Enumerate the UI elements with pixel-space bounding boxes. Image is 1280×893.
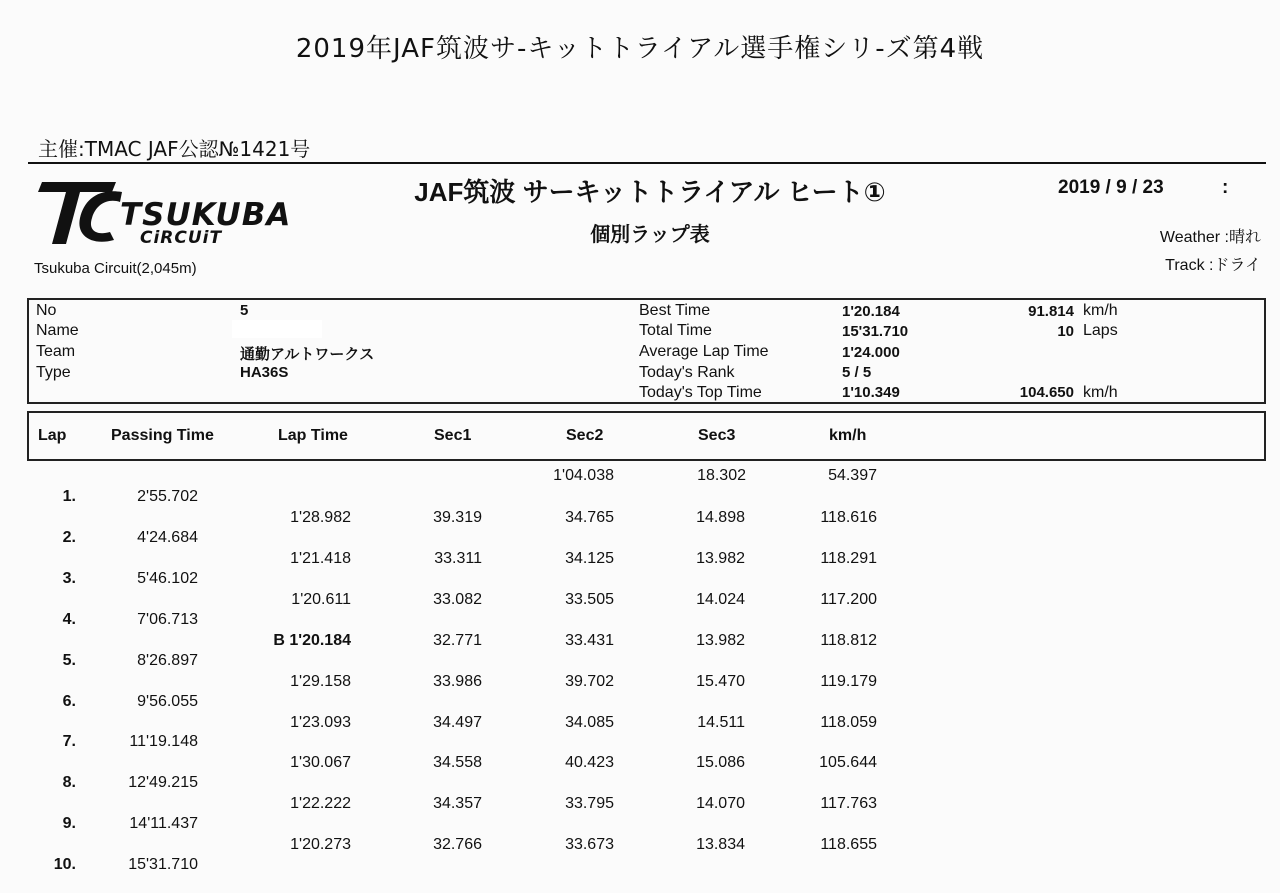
first-kmh: 54.397 — [828, 467, 877, 484]
speed-kmh: 118.655 — [820, 836, 877, 853]
name-label: Name — [36, 322, 79, 339]
top-time-value: 1'10.349 — [842, 384, 900, 401]
sec2-time: 34.765 — [565, 509, 614, 526]
lap-number: 4. — [62, 611, 76, 628]
sec2-time: 34.125 — [565, 550, 614, 567]
sec3-time: 13.982 — [696, 632, 745, 649]
sec3-time: 14.024 — [696, 591, 745, 608]
speed-kmh: 118.059 — [820, 714, 877, 731]
top-time-label: Today's Top Time — [639, 384, 762, 401]
lap-number: 7. — [62, 733, 76, 750]
lap-number: 2. — [62, 529, 76, 546]
lap-number: 9. — [62, 815, 76, 832]
lap-time: 1'23.093 — [290, 714, 351, 731]
sec2-time: 39.702 — [565, 673, 614, 690]
col-passing-time: Passing Time — [111, 427, 214, 444]
top-speed-unit: km/h — [1083, 384, 1118, 401]
lap-time: B 1'20.184 — [273, 632, 351, 649]
passing-time: 8'26.897 — [137, 652, 198, 669]
col-lap-time: Lap Time — [278, 427, 348, 444]
type-value: HA36S — [240, 364, 289, 381]
top-speed-value: 104.650 — [1019, 384, 1074, 401]
best-speed-unit: km/h — [1083, 302, 1118, 319]
passing-time: 7'06.713 — [137, 611, 198, 628]
col-sec1: Sec1 — [434, 427, 472, 444]
col-lap: Lap — [38, 427, 67, 444]
speed-kmh: 119.179 — [820, 673, 877, 690]
no-value: 5 — [240, 302, 249, 319]
rank-value: 5 / 5 — [842, 364, 872, 381]
lap-time: 1'28.982 — [290, 509, 351, 526]
col-kmh: km/h — [829, 427, 867, 444]
total-laps-value: 10 — [1057, 323, 1074, 340]
lap-time: 1'22.222 — [290, 795, 351, 812]
sec1-time: 34.558 — [433, 754, 482, 771]
passing-time: 5'46.102 — [137, 570, 198, 587]
sec2-time: 33.673 — [565, 836, 614, 853]
total-time-value: 15'31.710 — [842, 323, 909, 340]
col-sec3: Sec3 — [698, 427, 736, 444]
lap-time: 1'29.158 — [290, 673, 351, 690]
event-date: 2019 / 9 / 23 — [1058, 177, 1164, 198]
header-rule — [28, 162, 1266, 164]
rank-label: Today's Rank — [639, 364, 735, 381]
sec3-time: 13.982 — [696, 550, 745, 567]
sec1-time: 39.319 — [433, 509, 482, 526]
sec2-time: 33.795 — [565, 795, 614, 812]
passing-time: 14'11.437 — [129, 815, 198, 832]
first-sec2: 1'04.038 — [553, 467, 614, 484]
speed-kmh: 118.812 — [820, 632, 877, 649]
sec3-time: 14.070 — [696, 795, 745, 812]
sec2-time: 33.431 — [565, 632, 614, 649]
passing-time: 12'49.215 — [128, 774, 198, 791]
sec1-time: 33.986 — [433, 673, 482, 690]
speed-kmh: 117.763 — [820, 795, 877, 812]
passing-time: 15'31.710 — [128, 856, 198, 873]
lap-time: 1'20.611 — [291, 591, 351, 608]
lap-time: 1'30.067 — [290, 754, 351, 771]
lap-number: 6. — [62, 693, 76, 710]
best-time-label: Best Time — [639, 302, 711, 319]
lap-number: 8. — [62, 774, 76, 791]
time-separator: : — [1222, 177, 1229, 198]
speed-kmh: 118.616 — [820, 509, 877, 526]
sec1-time: 34.497 — [433, 714, 482, 731]
sheet-subtitle: 個別ラップ表 — [590, 224, 710, 246]
lap-time: 1'20.273 — [290, 836, 351, 853]
lap-number: 3. — [62, 570, 76, 587]
circuit-name: Tsukuba Circuit(2,045m) — [34, 260, 197, 277]
event-title: 2019年JAF筑波サ-キットトライアル選手権シリ-ズ第4戦 — [295, 34, 985, 64]
first-sec3: 18.302 — [697, 467, 746, 484]
logo-wordmark: TSUKUBA — [120, 197, 292, 233]
sec1-time: 34.357 — [433, 795, 482, 812]
lap-number: 10. — [53, 856, 76, 873]
lap-time: 1'21.418 — [290, 550, 351, 567]
sec1-time: 32.766 — [433, 836, 482, 853]
speed-kmh: 117.200 — [820, 591, 877, 608]
team-value: 通勤アルトワークス — [240, 346, 375, 363]
sec1-time: 33.311 — [434, 550, 482, 567]
no-label: No — [36, 302, 57, 319]
avg-lap-label: Average Lap Time — [639, 343, 769, 360]
passing-time: 4'24.684 — [137, 529, 198, 546]
sec2-time: 33.505 — [565, 591, 614, 608]
passing-time: 11'19.148 — [129, 733, 198, 750]
lap-number: 1. — [62, 488, 76, 505]
sec2-time: 34.085 — [565, 714, 614, 731]
name-redacted — [232, 320, 322, 338]
best-speed-value: 91.814 — [1028, 303, 1074, 320]
logo-subword: CiRCUiT — [140, 228, 223, 248]
type-label: Type — [36, 364, 71, 381]
weather-label: Weather :晴れ — [1159, 229, 1261, 246]
organizer-line: 主催:TMAC JAF公認№1421号 — [38, 137, 311, 161]
sec2-time: 40.423 — [565, 754, 614, 771]
total-time-label: Total Time — [639, 322, 712, 339]
best-time-value: 1'20.184 — [842, 303, 900, 320]
sec3-time: 15.470 — [696, 673, 745, 690]
sec3-time: 13.834 — [696, 836, 745, 853]
passing-time: 9'56.055 — [137, 693, 198, 710]
lap-number: 5. — [62, 652, 76, 669]
sec1-time: 32.771 — [433, 632, 482, 649]
sec3-time: 15.086 — [696, 754, 745, 771]
sec1-time: 33.082 — [433, 591, 482, 608]
speed-kmh: 118.291 — [820, 550, 877, 567]
laps-unit: Laps — [1083, 322, 1118, 339]
sec3-time: 14.898 — [696, 509, 745, 526]
speed-kmh: 105.644 — [819, 754, 877, 771]
track-condition: Track :ドライ — [1165, 257, 1261, 274]
passing-time: 2'55.702 — [137, 488, 198, 505]
heat-title: JAF筑波 サーキットトライアル ヒート① — [414, 177, 886, 207]
col-sec2: Sec2 — [566, 427, 604, 444]
sec3-time: 14.511 — [697, 714, 745, 731]
team-label: Team — [36, 343, 76, 360]
avg-lap-value: 1'24.000 — [842, 344, 900, 361]
